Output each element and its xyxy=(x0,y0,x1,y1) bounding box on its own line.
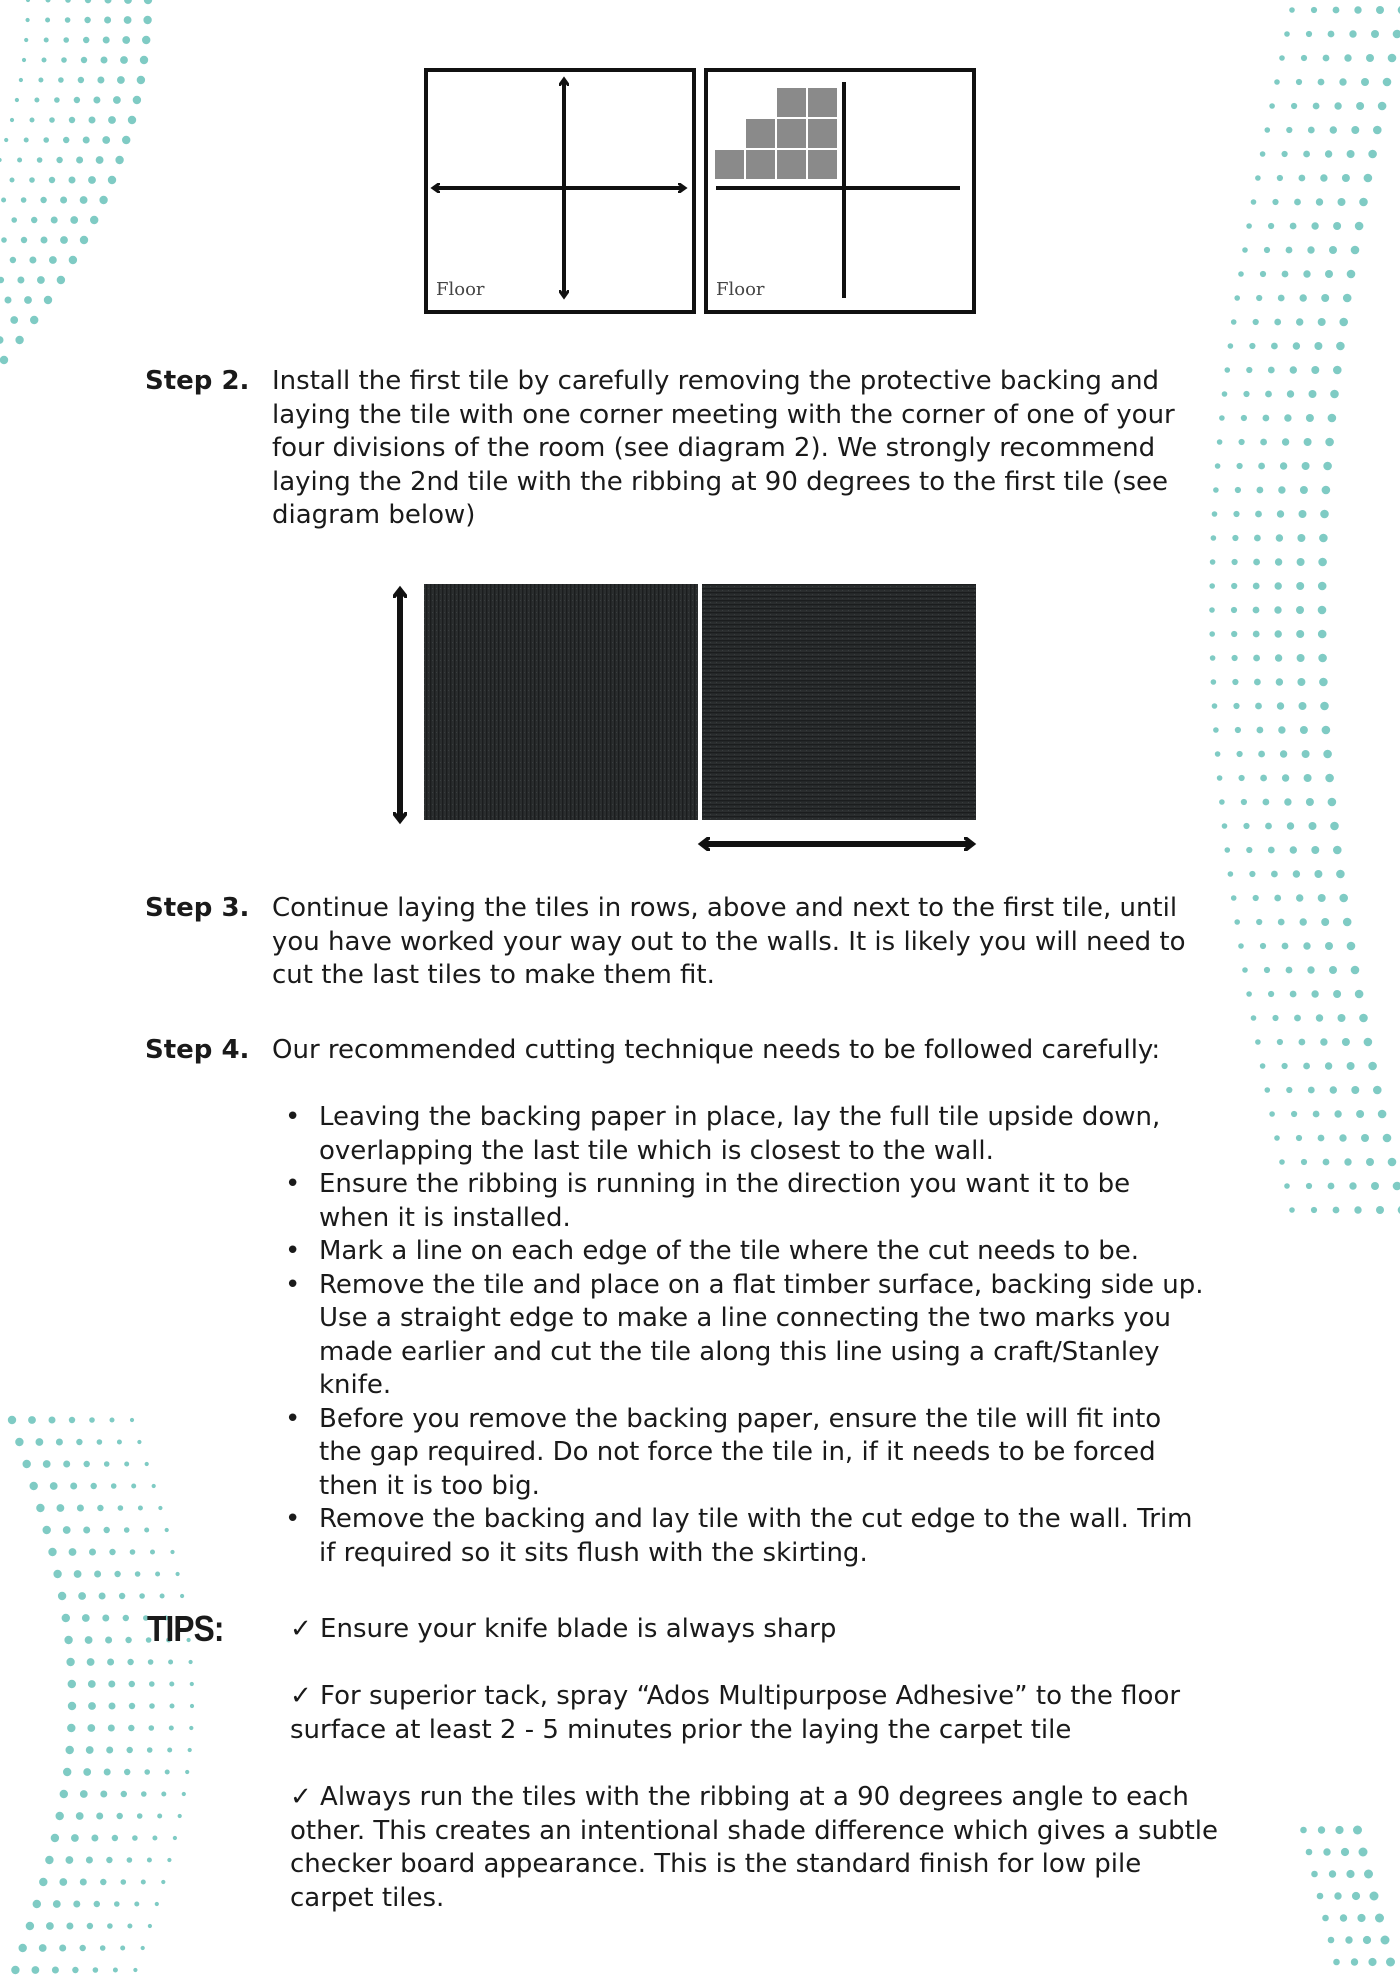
dots-bottom-right xyxy=(1300,1826,1395,1967)
dots-right xyxy=(1209,6,1400,1215)
floor-label-2: Floor xyxy=(716,279,765,300)
carpet-tile-2 xyxy=(702,584,976,820)
list-item: • Before you remove the backing paper, ensure the tile will fit into the gap required. Do not force the tile in, if it needs to be forced then it is too big. xyxy=(285,1403,1295,1504)
diagram-panel-2 xyxy=(706,70,974,312)
tip-item: ✓ Always run the tiles with the ribbing at a 90 degrees angle to each other. This creates an intentional shade difference which gives a subtle checker board appearance. This is the standard finish for low pile carpet tiles. xyxy=(290,1782,1218,1913)
step-3-line: cut the last tiles to make them fit. xyxy=(272,960,715,990)
tip-item: ✓ For superior tack, spray “Ados Multipurpose Adhesive” to the floor surface at least 2 - 5 minutes prior the laying the carpet tile xyxy=(290,1681,1181,1745)
cutting-technique-list xyxy=(285,1101,1295,1570)
list-item: • Leaving the backing paper in place, lay the full tile upside down, overlapping the last tile which is closest to the wall. xyxy=(285,1101,1295,1168)
carpet-tile-1 xyxy=(424,584,698,820)
list-item: • Remove the tile and place on a flat timber surface, backing side up. Use a straight edge to make a line connecting the two marks you made earlier and cut the tile along this line using a craft/Stanley knife. xyxy=(285,1269,1295,1403)
step-2-line: four divisions of the room (see diagram 2). We strongly recommend xyxy=(272,433,1156,463)
step-3-label: Step 3. xyxy=(145,893,250,923)
floor-division-diagram xyxy=(420,66,980,316)
step-2-line: laying the tile with one corner meeting with the corner of one of your xyxy=(272,399,1175,430)
step-4-intro: Our recommended cutting technique needs to be followed carefully: xyxy=(272,1035,1161,1065)
carpet-tile-ribbing-diagram xyxy=(378,580,988,865)
tips-heading: TIPS: xyxy=(147,1608,224,1649)
tip-item: ✓ Ensure your knife blade is always sharp xyxy=(290,1614,837,1644)
list-item: • Ensure the ribbing is running in the direction you want it to be when it is installed. xyxy=(285,1168,1295,1235)
step-3-line: you have worked your way out to the walls. It is likely you will need to xyxy=(272,926,1186,957)
dots-top-left xyxy=(0,0,152,364)
step-2-line: laying the 2nd tile with the ribbing at 90 degrees to the first tile (see xyxy=(272,466,1169,497)
step-2-line: Install the first tile by carefully removing the protective backing and xyxy=(272,366,1160,396)
step-3 xyxy=(145,892,1295,993)
list-item: • Mark a line on each edge of the tile where the cut needs to be. xyxy=(285,1235,1295,1269)
diagram-panel-1 xyxy=(426,70,694,312)
list-item: • Remove the backing and lay tile with the cut edge to the wall. Trim if required so it sits flush with the skirting. xyxy=(285,1503,1295,1570)
floor-label-1: Floor xyxy=(436,279,485,300)
step-4-label: Step 4. xyxy=(145,1035,250,1065)
step-4 xyxy=(145,1034,1295,1068)
step-2-line: diagram below) xyxy=(272,500,476,530)
step-3-line: Continue laying the tiles in rows, above and next to the first tile, until xyxy=(272,893,1178,923)
step-2 xyxy=(145,365,1295,533)
dots-bottom-left xyxy=(8,1416,194,1974)
step-2-label: Step 2. xyxy=(145,366,250,396)
